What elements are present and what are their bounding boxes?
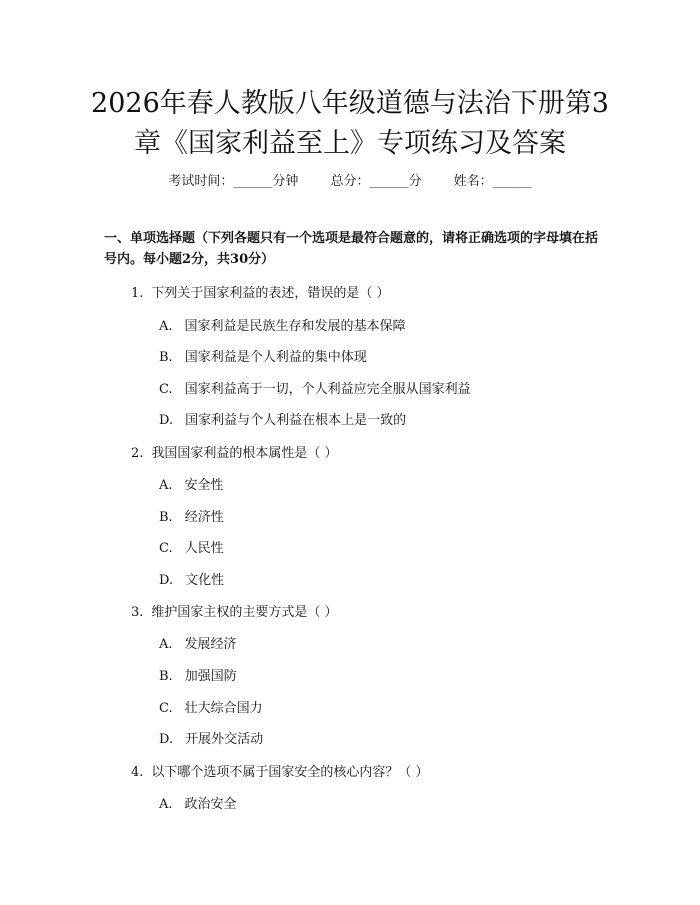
question-2	[131, 442, 338, 461]
option-letter: C.	[159, 541, 173, 556]
question-number: 1.	[131, 286, 144, 301]
option-letter: B.	[159, 510, 173, 525]
option-text: 国家利益与个人利益在根本上是一致的	[185, 413, 407, 428]
option-letter: C.	[159, 701, 173, 716]
option-letter: A.	[159, 478, 173, 493]
option-text: 国家利益是个人利益的集中体现	[184, 350, 367, 365]
option-text: 人民性	[184, 541, 224, 556]
option-text: 壮大综合国力	[184, 701, 263, 716]
option-text: 加强国防	[184, 669, 237, 684]
option-3a	[159, 633, 237, 652]
question-number: 3.	[131, 605, 144, 620]
question-4	[131, 761, 429, 780]
option-2b	[159, 506, 224, 525]
option-text: 经济性	[184, 510, 224, 525]
option-letter: B.	[159, 669, 173, 684]
option-letter: A.	[159, 319, 173, 334]
title-line-1: 2026年春人教版八年级道德与法治下册第3	[91, 88, 609, 119]
option-3b	[159, 665, 237, 684]
option-2c	[159, 537, 224, 556]
option-letter: D.	[159, 573, 174, 588]
question-text: 我国国家利益的根本属性是（ ）	[151, 446, 338, 461]
exam-time: 考试时间：______分钟	[168, 174, 299, 189]
option-letter: D.	[159, 732, 174, 747]
total-score: 总分：______分	[330, 174, 422, 189]
option-4a	[159, 793, 237, 812]
question-text: 下列关于国家利益的表述，错误的是（ ）	[151, 286, 390, 301]
option-text: 国家利益是民族生存和发展的基本保障	[184, 319, 406, 334]
option-text: 安全性	[184, 478, 224, 493]
student-name: 姓名：______	[453, 174, 532, 189]
title-line-2: 章《国家利益至上》专项练习及答案	[134, 128, 566, 159]
option-letter: B.	[159, 350, 173, 365]
option-text: 开展外交活动	[185, 732, 264, 747]
option-1a	[159, 315, 406, 334]
option-text: 国家利益高于一切，个人利益应完全服从国家利益	[184, 382, 471, 397]
option-letter: A.	[159, 637, 173, 652]
option-text: 发展经济	[184, 637, 237, 652]
option-letter: A.	[159, 797, 173, 812]
option-letter: C.	[159, 382, 173, 397]
question-number: 2.	[131, 446, 144, 461]
option-text: 文化性	[185, 573, 225, 588]
option-letter: D.	[159, 413, 174, 428]
document-title	[70, 84, 630, 164]
option-text: 政治安全	[184, 797, 237, 812]
option-1d	[159, 409, 406, 428]
question-3	[131, 601, 338, 620]
question-text: 以下哪个选项不属于国家安全的核心内容？（ ）	[151, 765, 429, 780]
option-3c	[159, 697, 263, 716]
exam-meta	[0, 170, 700, 189]
option-1b	[159, 346, 367, 365]
question-text: 维护国家主权的主要方式是（ ）	[151, 605, 338, 620]
section-heading: 一、单项选择题（下列各题只有一个选项是最符合题意的，请将正确选项的字母填在括号内。每小题2分，共30分）	[104, 231, 599, 267]
option-3d	[159, 728, 263, 747]
option-1c	[159, 378, 471, 397]
option-2a	[159, 474, 224, 493]
question-1	[131, 282, 390, 301]
question-number: 4.	[131, 765, 144, 780]
option-2d	[159, 569, 224, 588]
